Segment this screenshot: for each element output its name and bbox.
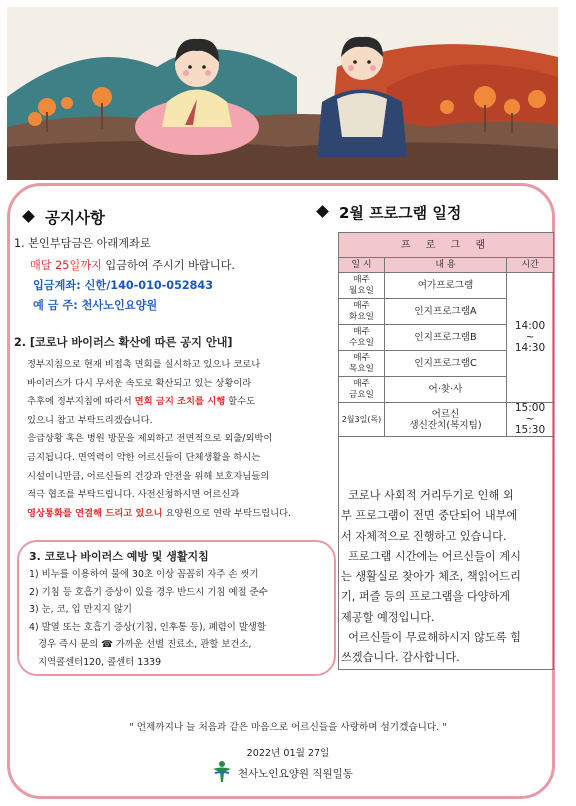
guideline-line: 지역콜센터120, 콜센터 1339 <box>29 656 162 668</box>
paragraph-line: 금지됩니다. 면역력이 약한 어르신들이 단체생활을 하시는 <box>27 451 261 463</box>
notice-line: 서 자체적으로 진행하고 있습니다. <box>341 529 507 543</box>
day-cell: 매주 월요일 <box>339 273 385 299</box>
paragraph-line: 바이러스가 다시 무서운 속도로 확산되고 있는 상황이라 <box>27 377 252 389</box>
program-cell: 인지프로그램B <box>385 325 507 351</box>
item1-due-line: 매달 25일까지 입금하여 주시기 바랍니다. <box>30 259 235 272</box>
item2-paragraph <box>27 356 337 523</box>
paragraph-line: 추후에 정부지침에 따라서 면회 금지 조치를 시행 할수도 <box>27 396 256 408</box>
diamond-bullet-icon <box>22 210 35 223</box>
schedule-notice-text <box>341 486 553 669</box>
account-number: 입금계좌: 신한/140-010-052843 <box>33 279 213 292</box>
highlight-text: 면회 금지 조치를 시행 <box>134 396 226 408</box>
day-cell: 매주 금요일 <box>339 377 385 403</box>
guideline-line: 2) 기침 등 호흡기 증상이 있을 경우 반드시 기침 예절 준수 <box>29 586 268 598</box>
guideline-line: 3) 눈, 코, 입 만지지 않기 <box>29 604 132 615</box>
program-cell: 인지프로그램A <box>385 299 507 325</box>
account-holder: 예 금 주: 천사노인요양원 <box>33 299 158 312</box>
footer-quote: " 언제까지나 늘 처음과 같은 마음으로 어르신들을 사랑하며 섬기겠습니다. " <box>129 722 447 733</box>
notice-line: 쓰겠습니다. 감사합니다. <box>341 651 460 665</box>
due-date-highlight: 매달 25일까지 <box>30 259 102 272</box>
paragraph-line: 영상통화를 연결해 드리고 있으니 요양원으로 연락 부탁드립니다. <box>27 507 292 519</box>
notice-line: 제공할 예정입니다. <box>341 610 435 624</box>
program-cell: 여가프로그램 <box>385 273 507 299</box>
schedule-heading: 2월 프로그램 일정 <box>318 202 461 223</box>
time-cell: 14:00 ~ 14:30 <box>507 273 554 403</box>
guideline-line: 경우 즉시 문의 ☎ 가까운 선별 진료소, 관할 보건소, <box>29 639 252 650</box>
notice-line: 코로나 사회적 거리두기로 인해 외 <box>341 489 514 502</box>
notice-line: 는 생활실로 찾아가 체조, 책읽어드리 <box>341 570 521 584</box>
day-cell: 2월3일(목) <box>339 403 385 437</box>
diamond-bullet-icon <box>316 205 329 218</box>
paragraph-line: 시설이니만큼, 어르신들의 건강과 안전을 위해 보호자님들의 <box>27 470 270 482</box>
footer-signature: 천사노인요양원 직원일동 <box>238 768 353 780</box>
notice-line: 프로그램 시간에는 어르신들이 계시 <box>341 549 521 563</box>
col-header-content: 내 용 <box>385 258 507 273</box>
day-cell: 매주 수요일 <box>339 325 385 351</box>
col-header-day: 일 시 <box>339 258 385 273</box>
day-cell: 매주 목요일 <box>339 351 385 377</box>
notice-line: 부 프로그램이 전면 중단되어 내부에 <box>341 509 518 523</box>
organization-logo-icon <box>211 760 233 784</box>
banner-illustration <box>7 7 558 180</box>
time-cell: 15:00 ~ 15:30 <box>507 403 554 437</box>
illustration-two-children-bowing <box>7 7 558 180</box>
footer-date: 2022년 01월 27일 <box>246 748 330 759</box>
paragraph-line: 있으니 참고 부탁드리겠습니다. <box>27 414 153 426</box>
col-header-time: 시간 <box>507 258 554 273</box>
day-cell: 매주 화요일 <box>339 299 385 325</box>
prevention-guidelines-box <box>17 540 336 676</box>
item1-label: 1. 본인부담금은 아래계좌로 <box>14 237 151 250</box>
item3-title: 3. 코로나 바이러스 예방 및 생활지침 <box>29 550 209 563</box>
program-cell: 인지프로그램C <box>385 351 507 377</box>
guideline-line: 1) 비누를 이용하여 물에 30초 이상 꼼꼼히 자주 손 씻기 <box>29 569 259 580</box>
highlight-text: 영상통화를 연결해 드리고 있으니 <box>27 507 163 519</box>
notice-heading: 공지사항 <box>24 206 105 228</box>
guideline-line: 4) 발열 또는 호흡기 증상(기침, 인후통 등), 폐렴이 발생할 <box>29 621 266 633</box>
notice-line: 어르신들이 무료해하시지 않도록 힘 <box>341 631 521 645</box>
program-cell: 어르신 생신잔치(복지팀) <box>385 403 507 437</box>
paragraph-line: 적극 협조를 부탁드립니다. 사전신청하시면 어르신과 <box>27 489 240 501</box>
item2-title: 2. [코로나 바이러스 확산에 따른 공지 안내] <box>14 336 233 349</box>
paragraph-line: 응급상황 혹은 병원 방문을 제외하고 전면적으로 외출/외박이 <box>27 433 273 445</box>
notice-line: 기, 퍼즐 등의 프로그램을 다양하게 <box>341 590 511 604</box>
table-title: 프 로 그 램 <box>339 233 554 258</box>
program-cell: 어·찾·사 <box>385 377 507 403</box>
paragraph-line: 정부지침으로 현재 비접촉 면회를 실시하고 있으나 코로나 <box>27 359 261 370</box>
